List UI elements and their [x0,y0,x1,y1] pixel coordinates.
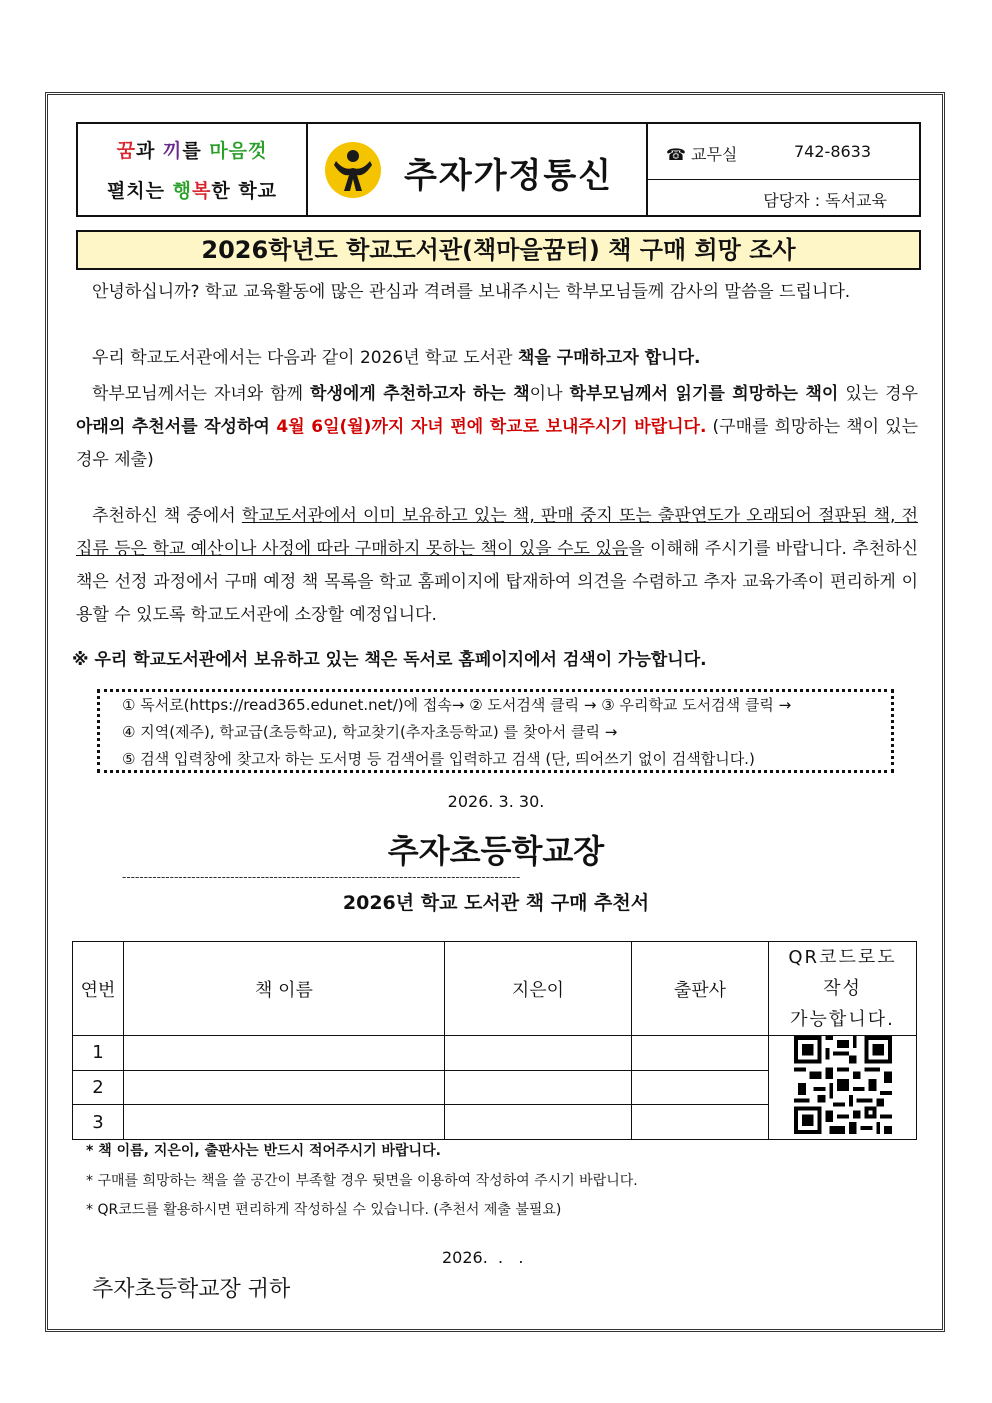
newsletter-header [76,122,921,217]
greeting-paragraph: 안녕하십니까? 학교 교육활동에 많은 관심과 격려를 보내주시는 학부모님들께 감사의 말씀을 드립니다. [92,282,851,302]
qr-code-cell [769,1036,917,1140]
phone-number: 742-8633 [794,142,872,161]
book-title-cell[interactable] [124,1070,445,1105]
motto-word: 행 [172,180,192,202]
motto-word: 꿈 [116,140,136,162]
qr-code-icon[interactable] [794,1036,892,1134]
purpose-bold: 책을 구매하고자 합니다. [517,348,701,368]
row-number: 1 [73,1036,124,1071]
book-title-cell[interactable] [124,1105,445,1140]
request-bold: 학생에게 추천하고자 하는 책 [310,384,530,404]
book-title-cell[interactable] [124,1036,445,1071]
author-cell[interactable] [445,1105,632,1140]
header-qr-note [769,942,917,1036]
phone-row [648,124,919,180]
qr-note-line: 가능합니다. [790,1009,895,1030]
cut-line: -------------------------------------------------------------------------------------------- [122,870,521,884]
motto-word: 를 [182,140,210,162]
form-note: * 책 이름, 지은이, 출판사는 반드시 적어주시기 바랍니다. [86,1143,441,1159]
form-note: * 구매를 희망하는 책을 쓸 공간이 부족할 경우 뒷면을 이용하여 작성하여 주시기 바랍니다. [86,1173,638,1189]
form-note: * QR코드를 활용하시면 편리하게 작성하실 수 있습니다. (추천서 제출 불필요) [86,1202,562,1218]
header-publisher: 출판사 [632,942,769,1036]
issue-date: 2026. 3. 30. [447,792,545,811]
publisher-cell[interactable] [632,1070,769,1105]
search-steps-box [97,689,894,773]
header-book-title: 책 이름 [124,942,445,1036]
search-step: ④ 지역(제주), 학교급(초등학교), 학교찾기(추자초등학교) 를 찾아서 클릭 → [122,723,618,741]
person-in-charge: 담당자 : 독서교육 [763,191,887,210]
signature-date: 2026. . . [442,1248,524,1267]
motto-word: 과 [135,140,163,162]
motto-line-2 [78,176,306,203]
motto-word: 복 [192,180,212,202]
motto-word: 한 학교 [211,180,278,202]
policy-paragraph [76,500,918,632]
author-cell[interactable] [445,1036,632,1071]
publisher-cell[interactable] [632,1036,769,1071]
row-number: 2 [73,1070,124,1105]
search-notice: ※ 우리 학교도서관에서 보유하고 있는 책은 독서로 홈페이지에서 검색이 가능합니다. [72,650,707,670]
contact-cell [648,124,919,215]
addressee: 추자초등학교장 귀하 [92,1277,291,1302]
motto-word: 펼치는 [106,180,173,202]
document-title-banner: 2026학년도 학교도서관(책마을꿈터) 책 구매 희망 조사 [76,230,921,270]
request-text: (구매를 희망하는 책이 있는 경우 제출) [76,417,918,470]
request-text: 있는 경우 [838,384,919,404]
policy-text: 을 이해해 주시기를 바랍니다. 추천하신 책은 선정 과정에서 구매 예정 책 목록을 학교 홈페이지에 탑재하여 의견을 수렴하고 추자 교육가족이 편리하게 이용할 수 있도록 학교도서관에 소장할 예정입니다. [76,539,918,625]
phone-label: ☎ 교무실 [666,145,738,164]
table-header-row [73,942,917,1036]
request-bold: 아래의 추천서를 작성하여 [76,417,277,437]
principal-signature: 추자초등학교장 [387,832,605,870]
request-text: 이나 [529,384,570,404]
header-number: 연번 [73,942,124,1036]
qr-note-line: 작성 [823,978,862,999]
search-step: ⑤ 검색 입력창에 찾고자 하는 도서명 등 검색어를 입력하고 검색 (단, 띄어쓰기 없이 검색합니다.) [122,750,755,768]
policy-text: 추천하신 책 중에서 [92,506,242,526]
form-title: 2026년 학교 도서관 책 구매 추천서 [342,892,650,914]
motto-line-1 [78,136,306,163]
school-logo-icon [324,141,382,199]
deadline-text: 4월 6일(월)까지 자녀 편에 학교로 보내주시기 바랍니다. [276,417,707,437]
header-author: 지은이 [445,942,632,1036]
request-text: 학부모님께서는 자녀와 함께 [92,384,311,404]
title-cell [306,124,648,215]
motto-word: 마음껏 [209,140,268,162]
publisher-cell[interactable] [632,1105,769,1140]
newsletter-title: 추자가정통신 [404,156,614,196]
purpose-text: 우리 학교도서관에서는 다음과 같이 2026년 학교 도서관 [92,348,518,368]
recommendation-table [72,941,917,1140]
purpose-paragraph [76,342,918,375]
motto-word: 끼 [162,140,183,162]
author-cell[interactable] [445,1070,632,1105]
school-motto [78,124,308,215]
qr-note-line: QR코드로도 [788,947,897,968]
request-bold: 학부모님께서 읽기를 희망하는 책이 [569,384,839,404]
row-number: 3 [73,1105,124,1140]
search-step: ① 독서로(https://read365.edunet.net/)에 접속→ ② 도서검색 클릭 → ③ 우리학교 도서검색 클릭 → [122,696,792,714]
request-paragraph [76,378,918,477]
policy-underlined: 학교도서관에서 이미 보유하고 있는 책, 판매 중지 또는 출판연도가 오래되어 절판된 책, 전집류 등은 학교 예산이나 사정에 따라 구매하지 못하는 책이 있을 수도 있음 [76,506,918,559]
table-row [73,1036,917,1071]
